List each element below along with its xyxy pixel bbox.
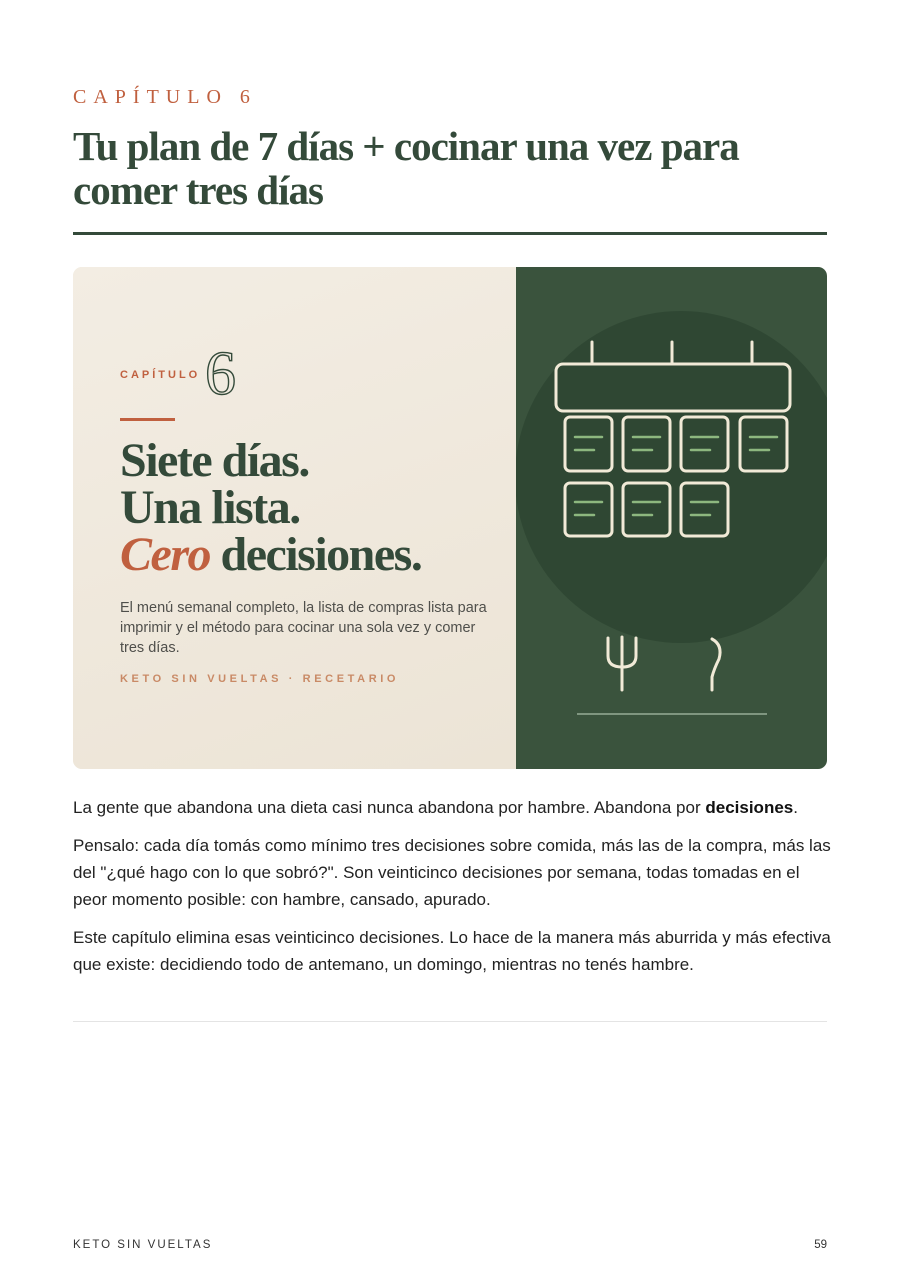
spoon-icon <box>712 639 720 690</box>
hero-accent-rule <box>120 418 175 421</box>
page-title: Tu plan de 7 días + cocinar una vez para comer tres días <box>73 123 739 213</box>
hero-kicker: CAPÍTULO <box>120 369 201 381</box>
hero-headline-line-1: Siete días. <box>120 434 309 487</box>
hero-headline-line-3 <box>120 528 500 581</box>
page-number: 59 <box>814 1239 827 1251</box>
footer-brand: KETO SIN VUELTAS <box>73 1239 213 1251</box>
title-divider <box>73 232 827 235</box>
section-end-divider <box>73 1021 827 1022</box>
body-paragraph-1 <box>73 794 833 821</box>
hero-headline-rest: decisiones. <box>210 528 422 581</box>
hero-text-panel <box>73 267 516 769</box>
hero-headline-line-2: Una lista. <box>120 481 300 534</box>
body-text <box>73 794 833 989</box>
hero-illustration-panel <box>516 267 827 769</box>
body-paragraph-2: Pensalo: cada día tomás como mínimo tres decisiones sobre comida, más las de la compra, más las del "¿qué hago con lo que sobró?". Son veinticinco decisiones por semana, todas tomadas en el peor momento posible: con hambre, cansado, apurado. <box>73 836 831 909</box>
hero-headline-accent: Cero <box>120 528 210 581</box>
fork-icon <box>608 637 636 690</box>
body-paragraph-1-text: La gente que abandona una dieta casi nunca abandona por hambre. Abandona por <box>73 798 706 817</box>
hero-illustration <box>516 267 827 769</box>
hero-brand-line: KETO SIN VUELTAS · RECETARIO <box>120 673 400 685</box>
chapter-kicker: CAPÍTULO 6 <box>73 86 257 108</box>
body-paragraph-1-end: . <box>793 798 798 817</box>
hero-description: El menú semanal completo, la lista de compras lista para imprimir y el método para cocinar una sola vez y comer tres días. <box>120 600 487 656</box>
hero-headline <box>120 434 500 581</box>
body-paragraph-3: Este capítulo elimina esas veinticinco decisiones. Lo hace de la manera más aburrida y más efectiva que existe: decidiendo todo de antemano, un domingo, mientras no tenés hambre. <box>73 928 831 974</box>
body-paragraph-1-emphasis: decisiones <box>705 798 794 817</box>
chapter-hero-card <box>73 267 827 769</box>
hero-chapter-numeral: 6 <box>205 340 236 408</box>
